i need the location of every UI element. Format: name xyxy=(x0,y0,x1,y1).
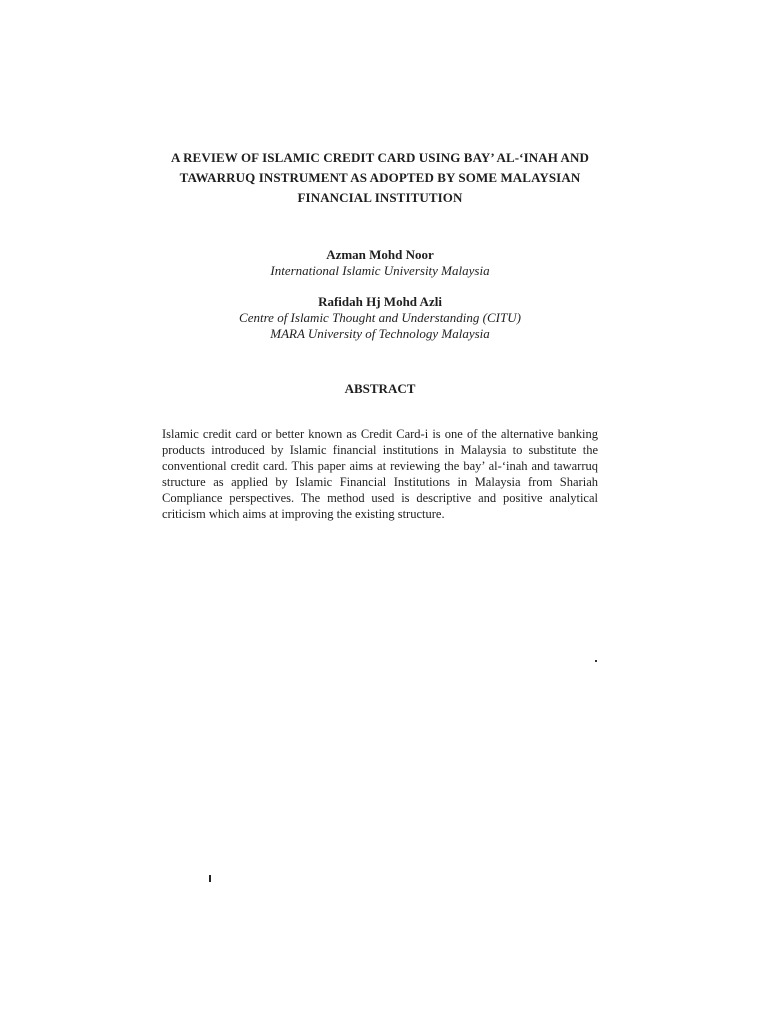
title-line: TAWARRUQ INSTRUMENT AS ADOPTED BY SOME MALAYSIAN xyxy=(179,170,581,185)
author-affiliation: International Islamic University Malaysia xyxy=(270,263,490,278)
title-line: A REVIEW OF ISLAMIC CREDIT CARD USING BAY’ AL-‘INAH AND xyxy=(170,150,590,165)
scan-speck xyxy=(595,660,597,662)
scan-mark xyxy=(209,875,211,882)
title-line: FINANCIAL INSTITUTION xyxy=(297,190,463,205)
abstract-line: products introduced by Islamic financial institutions in Malaysia to substitute the xyxy=(162,442,598,457)
abstract-line: structure as applied by Islamic Financial Institutions in Malaysia from Shariah xyxy=(162,474,598,489)
abstract-line: Islamic credit card or better known as Credit Card-i is one of the alternative banking xyxy=(162,427,598,441)
author-name: Rafidah Hj Mohd Azli xyxy=(318,294,442,309)
abstract-heading: ABSTRACT xyxy=(344,381,416,396)
paper-title xyxy=(120,148,640,208)
abstract-line: Compliance perspectives. The method used is descriptive and positive analytical xyxy=(162,490,598,505)
abstract-line: conventional credit card. This paper aims at reviewing the bay’ al-‘inah and tawarruq xyxy=(162,458,598,473)
abstract-body xyxy=(162,427,598,522)
author-name: Azman Mohd Noor xyxy=(326,247,434,262)
author-affiliation: Centre of Islamic Thought and Understanding (CITU) xyxy=(239,310,521,325)
abstract-line: criticism which aims at improving the existing structure. xyxy=(162,506,445,521)
author-affiliation: MARA University of Technology Malaysia xyxy=(270,326,490,341)
